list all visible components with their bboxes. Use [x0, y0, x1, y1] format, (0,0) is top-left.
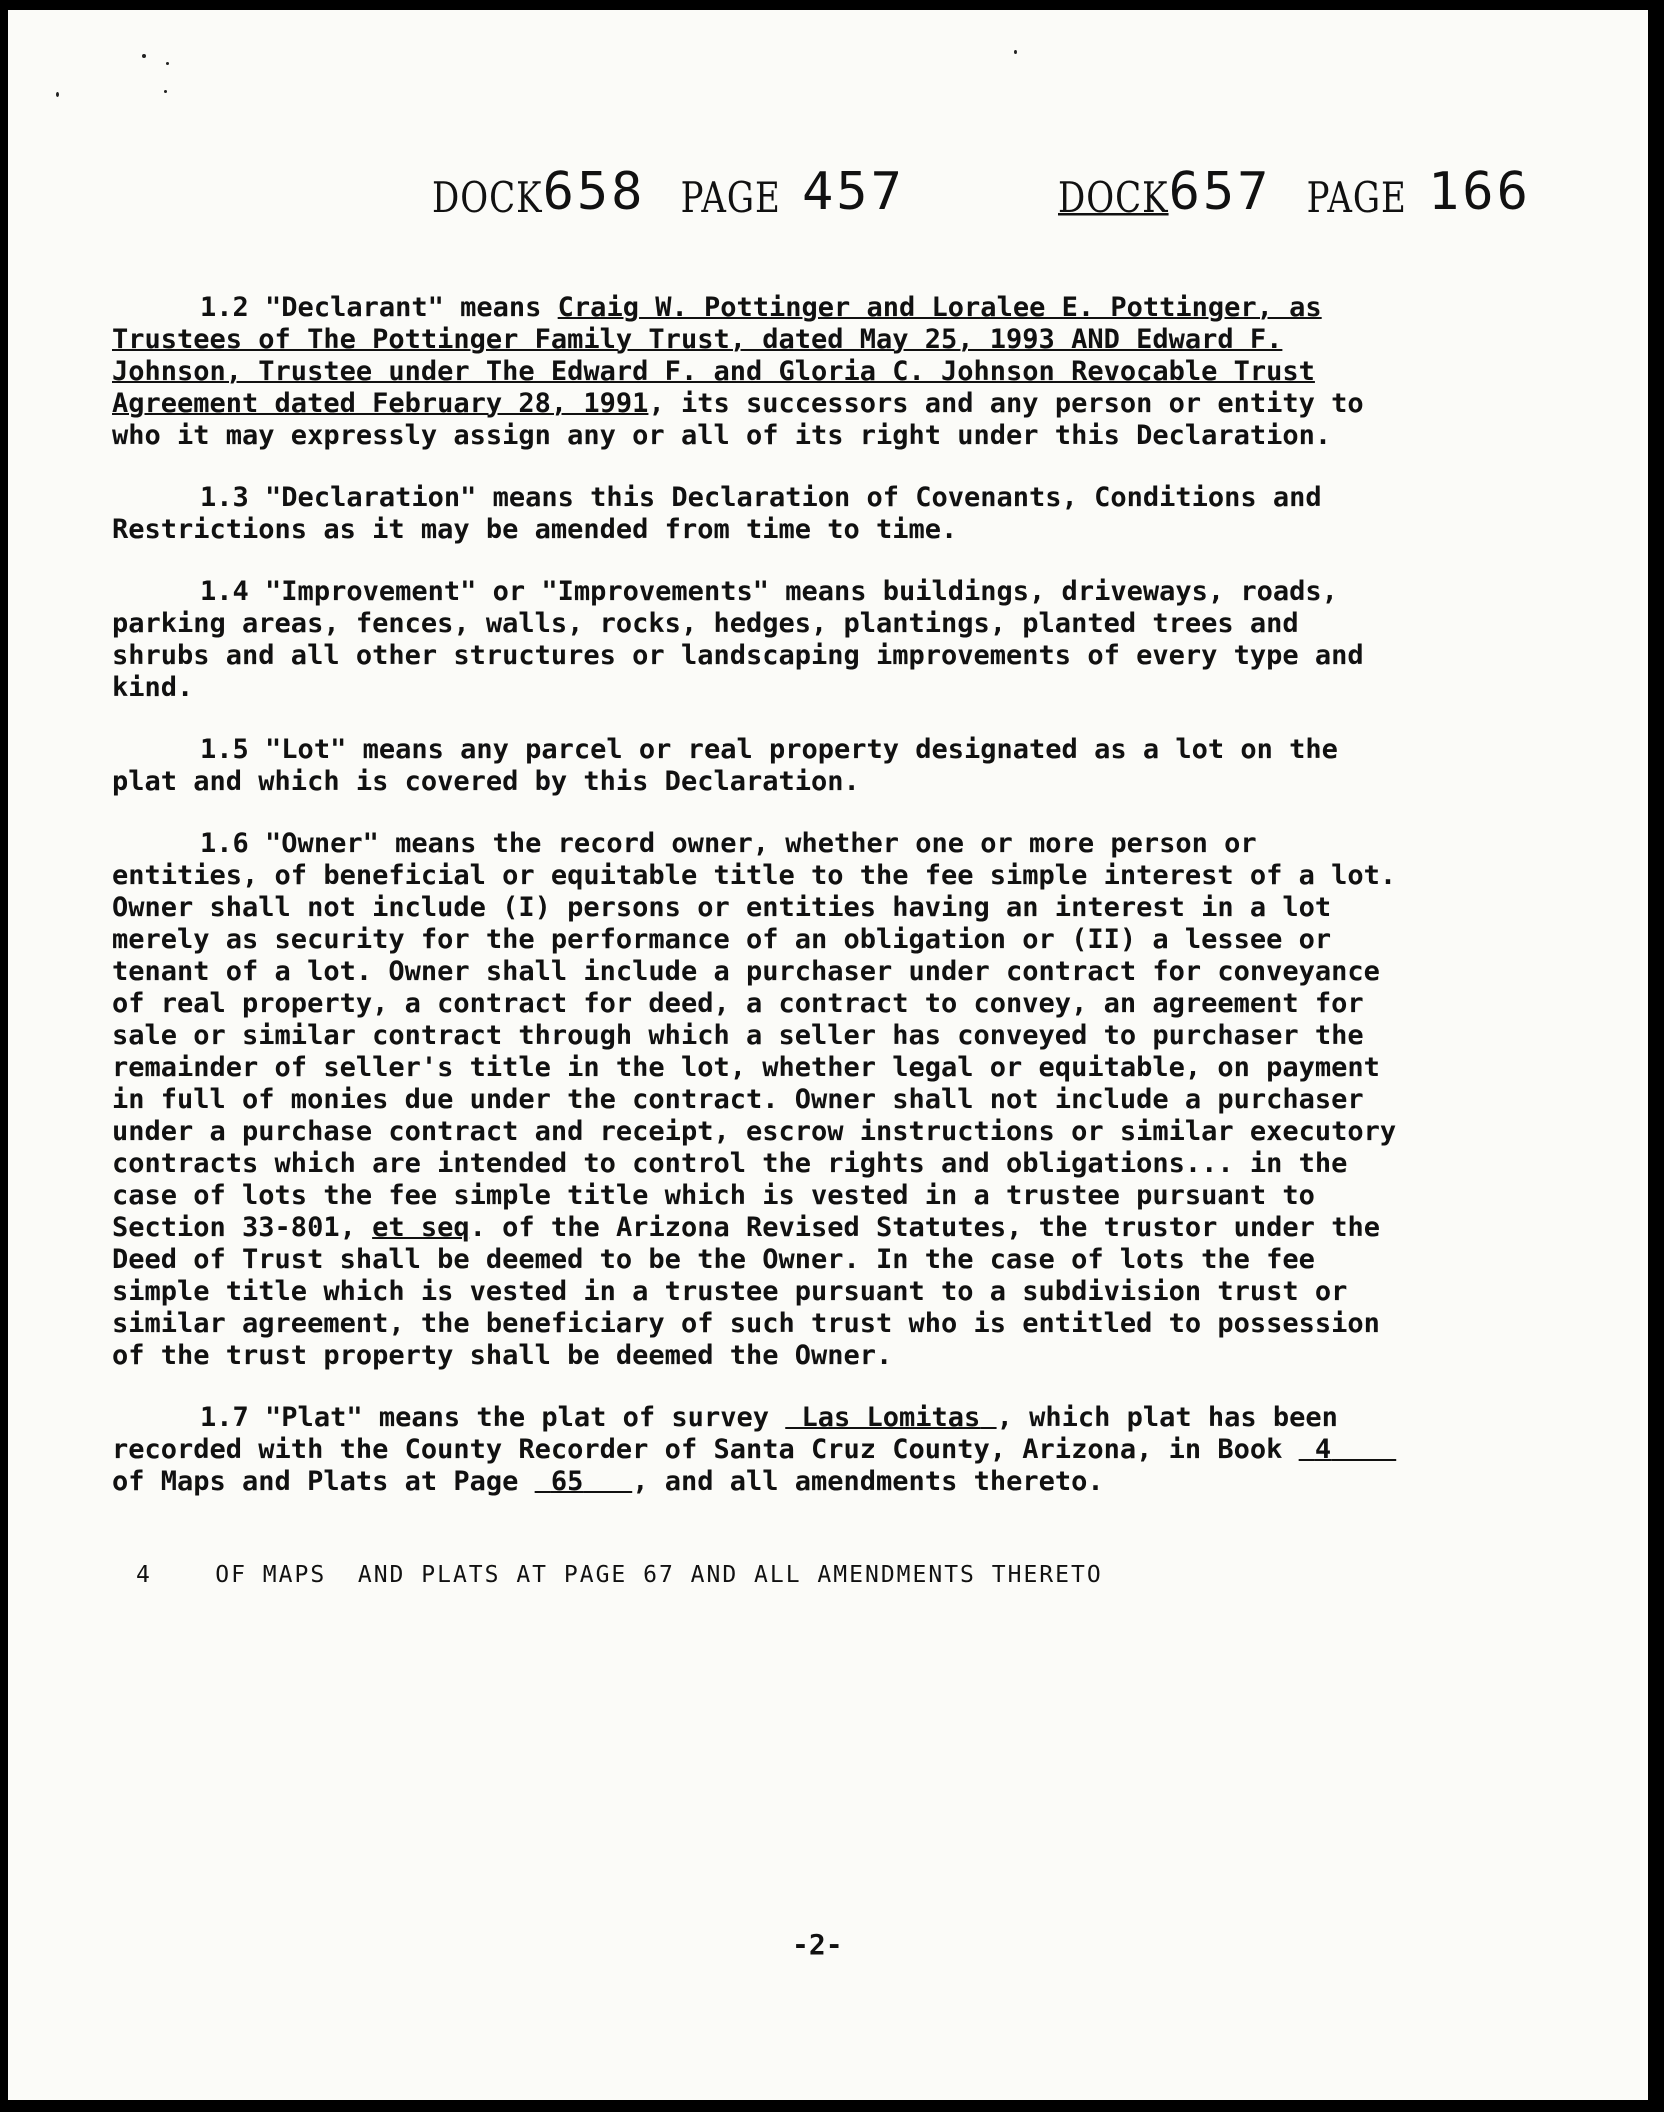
section-1-6 [112, 828, 1412, 1372]
section-text: "Declaration" means this Declaration of Covenants, Conditions and Restrictions as it may be amended from time to time. [112, 482, 1322, 545]
right-book-word: DOCK [1058, 173, 1169, 223]
right-book-number: 657 [1168, 162, 1272, 222]
left-page-word: PAGE [680, 173, 781, 223]
left-book-word: DOCK [432, 173, 543, 223]
survey-name: Las Lomitas [801, 1402, 981, 1433]
section-text: , and all amendments thereto. [632, 1466, 1104, 1497]
scan-speck [166, 62, 169, 65]
survey-name-blank [785, 1402, 996, 1433]
book-value: 4 [1314, 1434, 1332, 1465]
left-page-number: 457 [801, 162, 905, 222]
section-text: "Owner" means the record owner, whether one or more person or entities, of beneficial or equitable title to the fee simple interest of a lot. Owner shall not include (I) persons or entities having an interest in a lot merely as security for the performance of an obligation or (II) a lessee or tenant of a lot. Owner shall include a purchaser under contract for conveyance of real property, a contract for deed, a contract to convey, an agreement for sale or similar contract through which a seller has conveyed to purchaser the remainder of seller's title in the lot, whether legal or equitable, on payment in full of monies due under the contract. Owner shall not include a purchaser under a purchase contract and receipt, escrow instructions or similar executory contracts which are intended to control the rights and obligations... in the case of lots the fee simple title which is vested in a trustee pursuant to Section 33-801, [112, 828, 1397, 1243]
section-1-5 [112, 734, 1412, 798]
page-blank [535, 1466, 633, 1497]
page-number: -2- [792, 1928, 843, 1961]
section-number: 1.6 [200, 828, 249, 859]
section-number: 1.7 [200, 1402, 249, 1433]
document-page [8, 10, 1648, 2100]
book-blank [1299, 1434, 1397, 1465]
defined-term: "Declarant" [265, 292, 444, 323]
means-word: means [460, 292, 542, 323]
scan-speck [164, 90, 167, 93]
section-text: , which plat has been recorded with the County Recorder of Santa Cruz County, Arizona, in Book [112, 1402, 1338, 1465]
scan-speck [56, 92, 59, 97]
left-book-page-reference [432, 162, 905, 222]
section-number: 1.4 [200, 576, 249, 607]
scan-speck [142, 54, 146, 58]
section-text: "Improvement" or "Improvements" means buildings, driveways, roads, parking areas, fences, walls, rocks, hedges, plantings, planted trees and shrubs and all other structures or landscaping improvements of every type and kind. [112, 576, 1364, 703]
section-number: 1.2 [200, 292, 249, 323]
page-value: 65 [550, 1466, 584, 1497]
section-1-4 [112, 576, 1412, 704]
right-page-word: PAGE [1306, 173, 1407, 223]
section-text: of Maps and Plats at Page [112, 1466, 519, 1497]
section-1-2 [112, 292, 1412, 452]
section-number: 1.3 [200, 482, 249, 513]
section-1-3 [112, 482, 1412, 546]
definitions-body [112, 292, 1412, 1528]
section-text: . of the Arizona Revised Statutes, the trustor under the Deed of Trust shall be deemed to be the Owner. In the case of lots the fee simple title which is vested in a trustee pursuant to a subdivision trust or similar agreement, the beneficiary of such trust who is entitled to possession of the trust property shall be deemed the Owner. [112, 1212, 1380, 1371]
section-text: , its successors and any person or entity to who it may expressly assign any or all of its right under this Declaration. [112, 388, 1364, 451]
section-text: "Lot" means any parcel or real property designated as a lot on the plat and which is covered by this Declaration. [112, 734, 1338, 797]
declarant-names: Craig W. Pottinger and Loralee E. Pottinger, as Trustees of The Pottinger Family Trust, dated May 25, 1993 AND Edward F. Johnson, Trustee under The Edward F. and Gloria C. Johnson Revocable Trust Agreement dated February 28, 1991 [112, 292, 1322, 419]
right-page-number: 166 [1427, 162, 1531, 222]
section-text: "Plat" means the plat of survey [265, 1402, 769, 1433]
scan-speck [1014, 50, 1017, 54]
right-book-page-reference [1058, 162, 1531, 222]
section-number: 1.5 [200, 734, 249, 765]
section-1-7 [112, 1402, 1412, 1498]
et-seq: et seq [372, 1212, 470, 1243]
typed-correction-line: 4 OF MAPS AND PLATS AT PAGE 67 AND ALL AMENDMENTS THERETO [136, 1562, 1103, 1588]
left-book-number: 658 [542, 162, 646, 222]
